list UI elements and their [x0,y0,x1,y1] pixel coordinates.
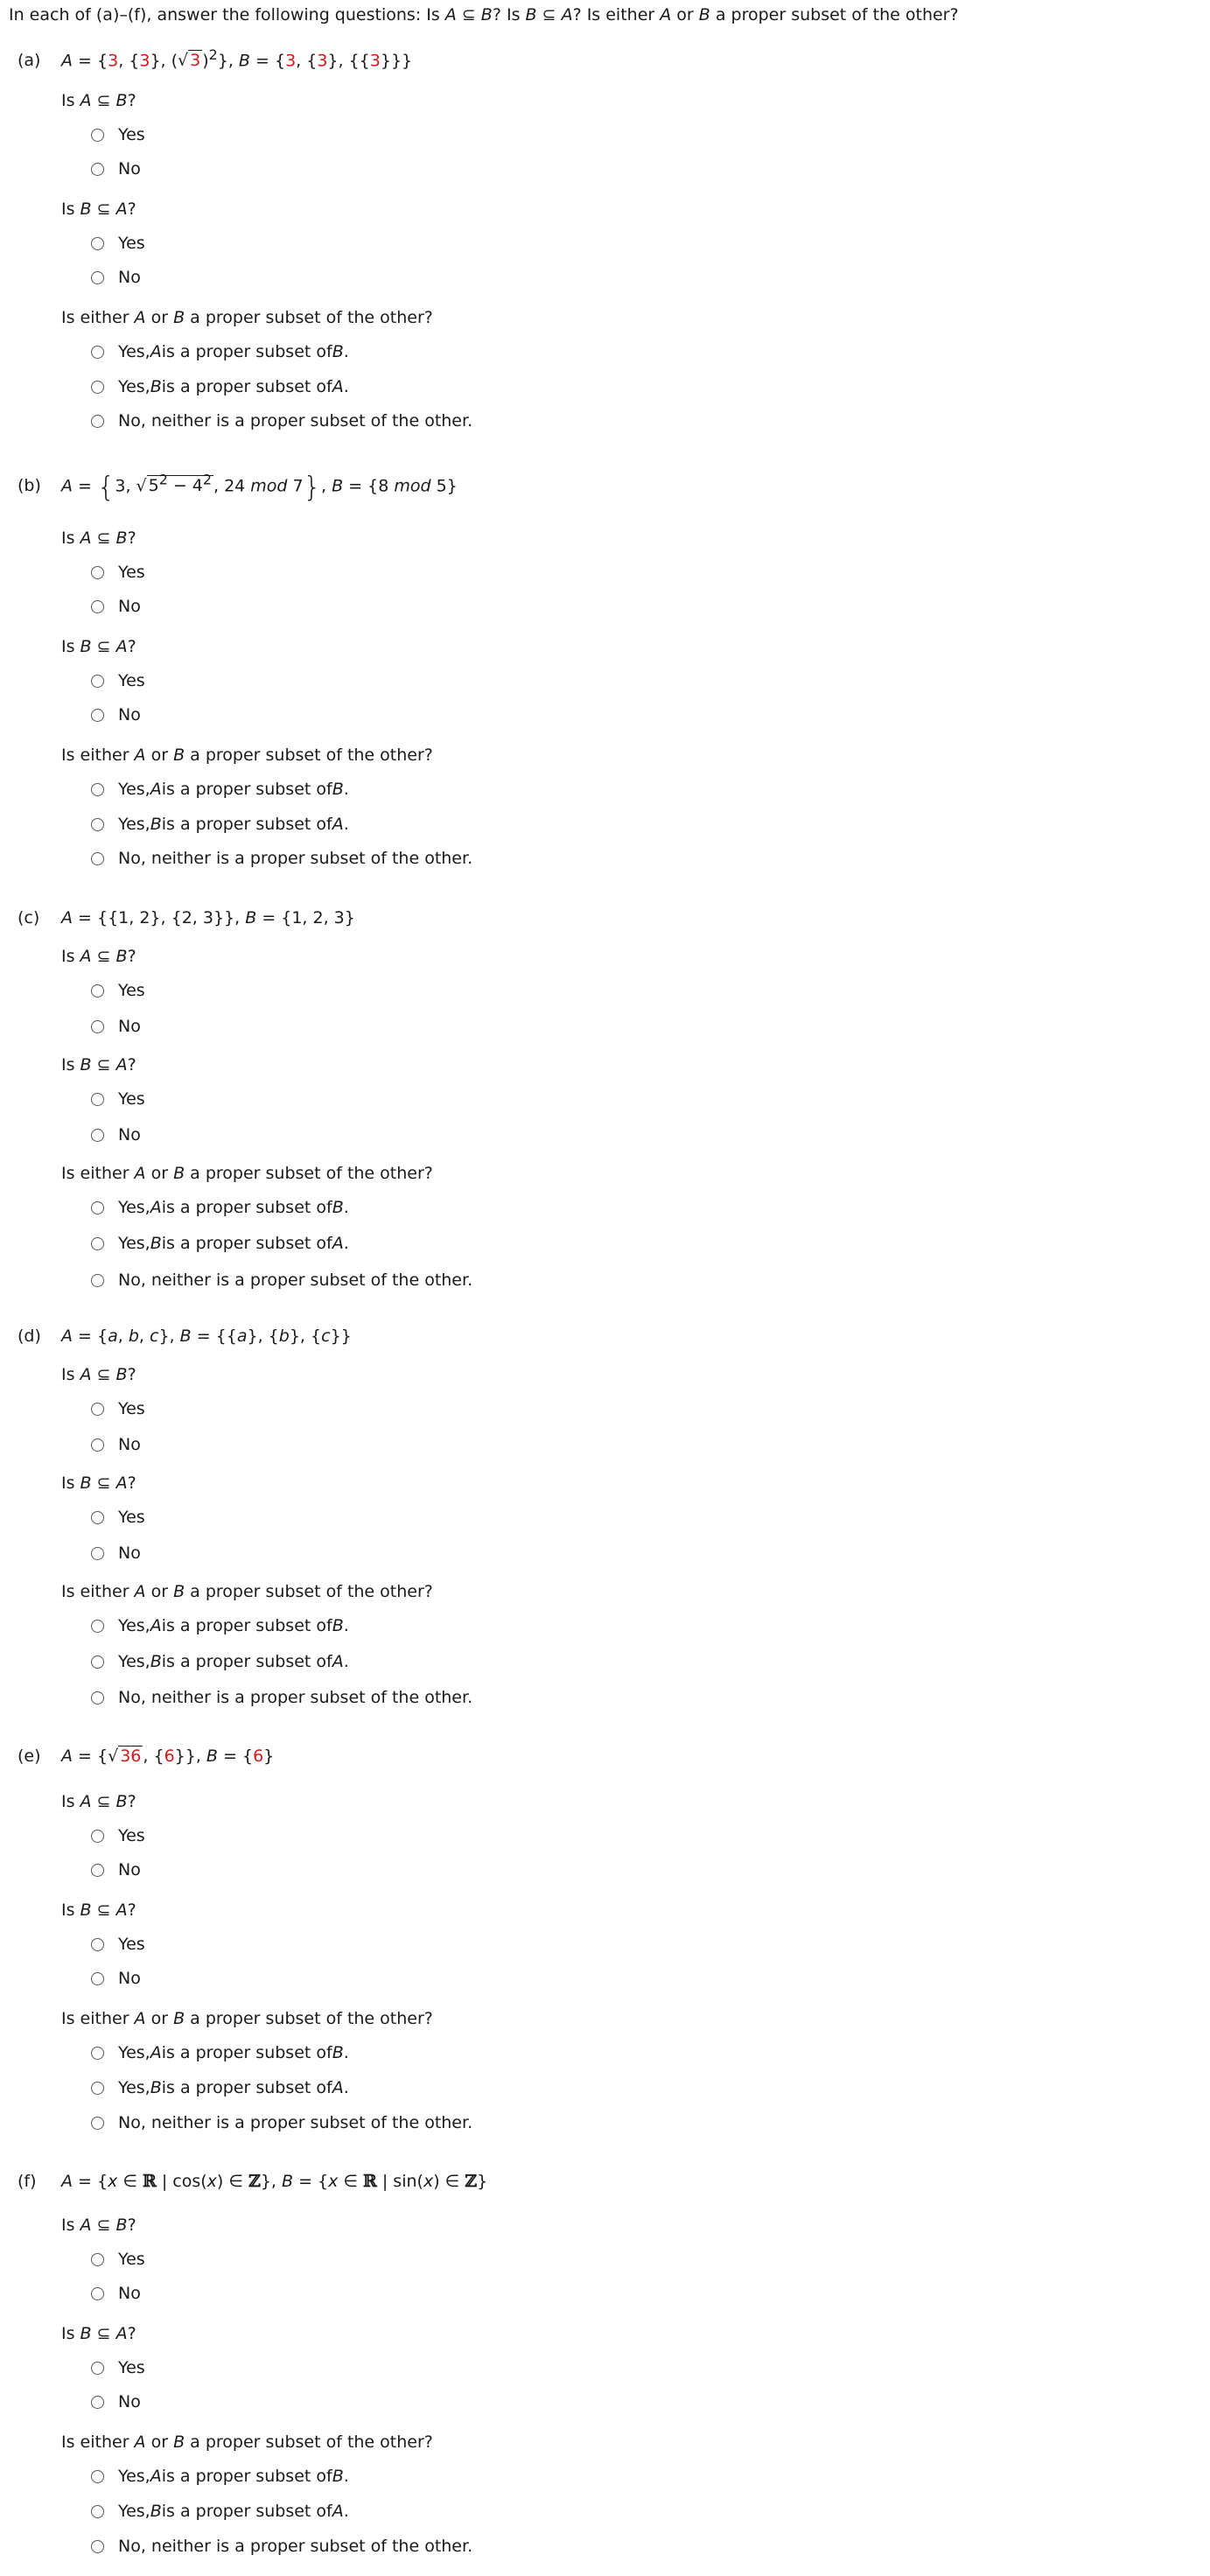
radio-d1-yes[interactable]: Yes [91,1399,145,1418]
radio-f3-a-proper[interactable]: Yes, A is a proper subset of B . [91,2467,349,2486]
radio-c3-neither[interactable]: No, neither is a proper subset of the other. [91,1270,472,1290]
radio-icon[interactable] [91,1438,104,1452]
radio-a2-no[interactable]: No [91,268,141,287]
radio-d1-no[interactable]: No [91,1435,141,1454]
radio-icon[interactable] [91,1938,104,1951]
radio-icon[interactable] [91,709,104,722]
radio-icon[interactable] [91,1511,104,1524]
radio-d2-no[interactable]: No [91,1544,141,1563]
radio-icon[interactable] [91,2082,104,2095]
radio-icon[interactable] [91,1274,104,1287]
radio-f1-yes[interactable]: Yes [91,2250,145,2269]
radio-b3-b-proper[interactable]: Yes, B is a proper subset of A . [91,815,349,834]
radio-icon[interactable] [91,129,104,142]
radio-icon[interactable] [91,1864,104,1877]
radio-icon[interactable] [91,1972,104,1985]
part-c-definition: (c) A = {{1, 2}, {2, 3}}, B = {1, 2, 3} [17,908,355,928]
question-a-proper: Is either A or B a proper subset of the other? [61,308,433,327]
question-f-subset-ba: Is B ⊆ A? [61,2324,136,2343]
radio-icon[interactable] [91,346,104,359]
radio-icon[interactable] [91,1201,104,1214]
radio-c2-yes[interactable]: Yes [91,1089,145,1109]
radio-e3-b-proper[interactable]: Yes, B is a proper subset of A . [91,2078,349,2097]
radio-icon[interactable] [91,381,104,394]
radio-c3-a-proper[interactable]: Yes, A is a proper subset of B . [91,1198,349,1217]
radio-e3-a-proper[interactable]: Yes, A is a proper subset of B . [91,2043,349,2062]
radio-icon[interactable] [91,1547,104,1560]
radio-icon[interactable] [91,1691,104,1704]
radio-e2-yes[interactable]: Yes [91,1935,145,1954]
radio-icon[interactable] [91,163,104,176]
radio-icon[interactable] [91,1620,104,1633]
question-f-subset-ab: Is A ⊆ B? [61,2216,136,2235]
question-e-proper: Is either A or B a proper subset of the other? [61,2009,433,2028]
question-b-subset-ab: Is A ⊆ B? [61,528,136,548]
radio-icon[interactable] [91,1830,104,1843]
radio-c2-no[interactable]: No [91,1125,141,1144]
radio-icon[interactable] [91,1403,104,1416]
radio-icon[interactable] [91,566,104,579]
radio-b3-neither[interactable]: No, neither is a proper subset of the other. [91,849,472,868]
radio-icon[interactable] [91,2540,104,2553]
radio-icon[interactable] [91,1093,104,1106]
instructions: In each of (a)–(f), answer the following questions: Is A ⊆ B? Is B ⊆ A? Is either A or B a proper subset of the other? [9,5,959,24]
radio-icon[interactable] [91,984,104,998]
question-c-proper: Is either A or B a proper subset of the other? [61,1164,433,1183]
radio-icon[interactable] [91,1020,104,1033]
part-f-definition: (f) A = {x ∈ ℝ | cos(x) ∈ ℤ}, B = {x ∈ ℝ | sin(x) ∈ ℤ} [17,2172,488,2191]
question-d-subset-ba: Is B ⊆ A? [61,1474,136,1493]
radio-d3-b-proper[interactable]: Yes, B is a proper subset of A . [91,1652,349,1671]
question-a-subset-ab: Is A ⊆ B? [61,91,136,110]
radio-a2-yes[interactable]: Yes [91,234,145,253]
radio-f3-b-proper[interactable]: Yes, B is a proper subset of A . [91,2502,349,2521]
radio-c3-b-proper[interactable]: Yes, B is a proper subset of A . [91,1234,349,1253]
question-e-subset-ba: Is B ⊆ A? [61,1900,136,1920]
radio-icon[interactable] [91,1656,104,1669]
radio-icon[interactable] [91,600,104,613]
radio-d3-neither[interactable]: No, neither is a proper subset of the other. [91,1688,472,1707]
part-a-definition: (a) A = {3, {3}, (√ 3 )$^2$}, B = {3, {3}, {{3}}} [17,46,413,71]
question-c-subset-ba: Is B ⊆ A? [61,1055,136,1074]
part-b-definition: (b) A = {3, √ $5^2 - 4^2$ , 24 mod 7}, B = {8 mod 5} [17,470,458,504]
question-d-subset-ab: Is A ⊆ B? [61,1365,136,1384]
radio-a3-b-proper[interactable]: Yes, B is a proper subset of A . [91,377,349,396]
radio-f3-neither[interactable]: No, neither is a proper subset of the other. [91,2537,472,2556]
part-d-definition: (d) A = {a, b, c}, B = {{a}, {b}, {c}} [17,1326,352,1346]
radio-d2-yes[interactable]: Yes [91,1508,145,1527]
question-f-proper: Is either A or B a proper subset of the other? [61,2432,433,2452]
radio-icon[interactable] [91,2470,104,2483]
radio-e3-neither[interactable]: No, neither is a proper subset of the other. [91,2113,472,2132]
radio-icon[interactable] [91,818,104,831]
radio-b1-yes[interactable]: Yes [91,563,145,582]
radio-icon[interactable] [91,1237,104,1250]
radio-e1-yes[interactable]: Yes [91,1826,145,1845]
radio-b1-no[interactable]: No [91,597,141,616]
radio-icon[interactable] [91,2396,104,2409]
radio-icon[interactable] [91,2117,104,2130]
radio-d3-a-proper[interactable]: Yes, A is a proper subset of B . [91,1616,349,1635]
radio-b3-a-proper[interactable]: Yes, A is a proper subset of B . [91,780,349,799]
question-e-subset-ab: Is A ⊆ B? [61,1792,136,1811]
question-d-proper: Is either A or B a proper subset of the other? [61,1582,433,1601]
radio-f1-no[interactable]: No [91,2284,141,2303]
radio-icon[interactable] [91,675,104,688]
radio-icon[interactable] [91,852,104,865]
radio-icon[interactable] [91,783,104,796]
question-b-proper: Is either A or B a proper subset of the other? [61,746,433,765]
radio-b2-no[interactable]: No [91,705,141,724]
question-c-subset-ab: Is A ⊆ B? [61,947,136,966]
radio-c1-no[interactable]: No [91,1017,141,1036]
radio-icon[interactable] [91,271,104,284]
radio-a3-neither[interactable]: No, neither is a proper subset of the other. [91,411,472,430]
radio-icon[interactable] [91,1129,104,1142]
radio-f2-no[interactable]: No [91,2392,141,2412]
part-e-definition: (e) A = {√ 36 , {6}}, B = {6} [17,1746,275,1766]
radio-c1-yes[interactable]: Yes [91,981,145,1000]
radio-e1-no[interactable]: No [91,1860,141,1880]
radio-icon[interactable] [91,415,104,428]
radio-a1-yes[interactable]: Yes [91,125,145,144]
radio-b2-yes[interactable]: Yes [91,671,145,690]
radio-a1-no[interactable]: No [91,159,141,178]
radio-a3-a-proper[interactable]: Yes, A is a proper subset of B . [91,342,349,361]
radio-icon[interactable] [91,2505,104,2518]
question-a-subset-ba: Is B ⊆ A? [61,200,136,219]
radio-e2-no[interactable]: No [91,1969,141,1988]
radio-icon[interactable] [91,2287,104,2300]
radio-f2-yes[interactable]: Yes [91,2358,145,2377]
radio-icon[interactable] [91,2253,104,2266]
question-b-subset-ba: Is B ⊆ A? [61,637,136,656]
radio-icon[interactable] [91,237,104,250]
radio-icon[interactable] [91,2362,104,2375]
radio-icon[interactable] [91,2047,104,2060]
